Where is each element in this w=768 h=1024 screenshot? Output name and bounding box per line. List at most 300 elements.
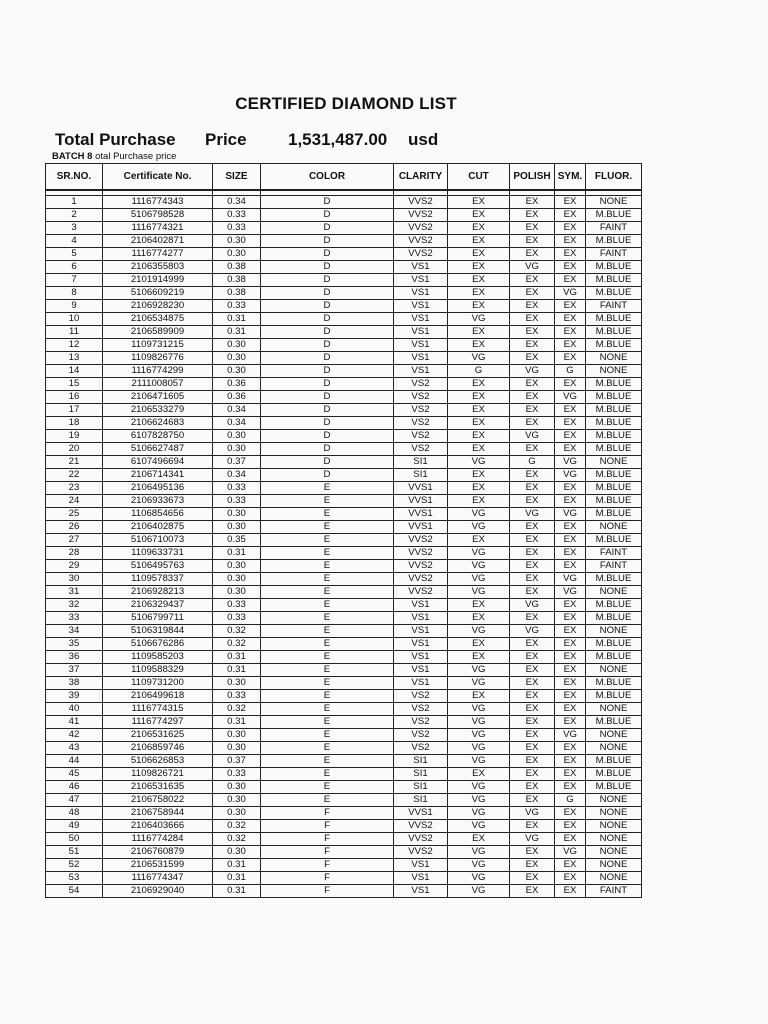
certificate-no-cell: 2106933673: [103, 495, 213, 508]
cut-cell: VG: [448, 625, 510, 638]
color-cell: E: [261, 703, 394, 716]
sym-cell: VG: [555, 287, 586, 300]
size-cell: 0.37: [213, 456, 261, 469]
certificate-no-cell: 1109826776: [103, 352, 213, 365]
polish-cell: VG: [510, 365, 555, 378]
size-cell: 0.33: [213, 495, 261, 508]
sym-cell: EX: [555, 404, 586, 417]
table-row: [46, 690, 642, 703]
price-label: Price: [205, 130, 247, 149]
sr-no-cell: 47: [46, 794, 103, 807]
sr-no-cell: 32: [46, 599, 103, 612]
size-cell: 0.30: [213, 677, 261, 690]
color-cell: E: [261, 638, 394, 651]
cut-cell: EX: [448, 534, 510, 547]
certificate-no-cell: 1116774343: [103, 196, 213, 209]
clarity-cell: VS1: [394, 365, 448, 378]
sr-no-cell: 16: [46, 391, 103, 404]
column-header-certificate-no: Certificate No.: [103, 164, 213, 191]
sr-no-cell: 22: [46, 469, 103, 482]
cut-cell: EX: [448, 287, 510, 300]
certificate-no-cell: 1116774347: [103, 872, 213, 885]
cut-cell: EX: [448, 430, 510, 443]
clarity-cell: VS1: [394, 885, 448, 898]
certificate-no-cell: 1109633731: [103, 547, 213, 560]
polish-cell: VG: [510, 833, 555, 846]
diamond-table-body: [46, 190, 642, 898]
table-row: [46, 586, 642, 599]
cut-cell: VG: [448, 846, 510, 859]
size-cell: 0.30: [213, 846, 261, 859]
table-row: [46, 664, 642, 677]
sym-cell: EX: [555, 274, 586, 287]
sr-no-cell: 53: [46, 872, 103, 885]
polish-cell: EX: [510, 521, 555, 534]
fluor-cell: NONE: [586, 807, 642, 820]
clarity-cell: VS1: [394, 326, 448, 339]
size-cell: 0.34: [213, 469, 261, 482]
polish-cell: EX: [510, 885, 555, 898]
table-row: [46, 482, 642, 495]
size-cell: 0.30: [213, 339, 261, 352]
column-header-color: COLOR: [261, 164, 394, 191]
sr-no-cell: 29: [46, 560, 103, 573]
sr-no-cell: 6: [46, 261, 103, 274]
sr-no-cell: 3: [46, 222, 103, 235]
polish-cell: EX: [510, 729, 555, 742]
fluor-cell: M.BLUE: [586, 417, 642, 430]
size-cell: 0.34: [213, 196, 261, 209]
cut-cell: EX: [448, 235, 510, 248]
certificate-no-cell: 2106531635: [103, 781, 213, 794]
color-cell: D: [261, 469, 394, 482]
fluor-cell: M.BLUE: [586, 677, 642, 690]
total-purchase-line: [55, 130, 438, 150]
column-header-sr-no: SR.NO.: [46, 164, 103, 191]
certificate-no-cell: 2106531625: [103, 729, 213, 742]
size-cell: 0.32: [213, 833, 261, 846]
table-row: [46, 651, 642, 664]
cut-cell: EX: [448, 391, 510, 404]
column-header-polish: POLISH: [510, 164, 555, 191]
cut-cell: VG: [448, 521, 510, 534]
table-row: [46, 729, 642, 742]
color-cell: F: [261, 846, 394, 859]
sym-cell: EX: [555, 547, 586, 560]
polish-cell: EX: [510, 716, 555, 729]
polish-cell: EX: [510, 703, 555, 716]
table-row: [46, 495, 642, 508]
size-cell: 0.34: [213, 417, 261, 430]
fluor-cell: NONE: [586, 586, 642, 599]
size-cell: 0.30: [213, 430, 261, 443]
color-cell: E: [261, 690, 394, 703]
table-row: [46, 547, 642, 560]
color-cell: E: [261, 508, 394, 521]
fluor-cell: M.BLUE: [586, 612, 642, 625]
certificate-no-cell: 2106534875: [103, 313, 213, 326]
sr-no-cell: 18: [46, 417, 103, 430]
color-cell: D: [261, 287, 394, 300]
size-cell: 0.38: [213, 287, 261, 300]
table-row: [46, 417, 642, 430]
sym-cell: EX: [555, 755, 586, 768]
color-cell: F: [261, 859, 394, 872]
cut-cell: EX: [448, 599, 510, 612]
sr-no-cell: 41: [46, 716, 103, 729]
sym-cell: EX: [555, 690, 586, 703]
column-header-fluor: FLUOR.: [586, 164, 642, 191]
polish-cell: VG: [510, 625, 555, 638]
color-cell: E: [261, 651, 394, 664]
batch-label: BATCH 8: [52, 151, 93, 162]
table-row: [46, 534, 642, 547]
fluor-cell: NONE: [586, 352, 642, 365]
sym-cell: VG: [555, 391, 586, 404]
sym-cell: EX: [555, 378, 586, 391]
sym-cell: EX: [555, 430, 586, 443]
sym-cell: EX: [555, 339, 586, 352]
polish-cell: EX: [510, 677, 555, 690]
fluor-cell: M.BLUE: [586, 430, 642, 443]
color-cell: D: [261, 274, 394, 287]
cut-cell: VG: [448, 755, 510, 768]
cut-cell: VG: [448, 859, 510, 872]
sr-no-cell: 33: [46, 612, 103, 625]
polish-cell: EX: [510, 820, 555, 833]
sym-cell: EX: [555, 534, 586, 547]
size-cell: 0.30: [213, 365, 261, 378]
sr-no-cell: 52: [46, 859, 103, 872]
color-cell: D: [261, 209, 394, 222]
clarity-cell: VS1: [394, 300, 448, 313]
polish-cell: EX: [510, 547, 555, 560]
polish-cell: EX: [510, 352, 555, 365]
cut-cell: VG: [448, 352, 510, 365]
polish-cell: EX: [510, 690, 555, 703]
size-cell: 0.33: [213, 612, 261, 625]
table-row: [46, 235, 642, 248]
polish-cell: EX: [510, 222, 555, 235]
sr-no-cell: 10: [46, 313, 103, 326]
certificate-no-cell: 1116774299: [103, 365, 213, 378]
fluor-cell: NONE: [586, 742, 642, 755]
polish-cell: EX: [510, 586, 555, 599]
fluor-cell: NONE: [586, 833, 642, 846]
size-cell: 0.37: [213, 755, 261, 768]
clarity-cell: VS1: [394, 339, 448, 352]
table-row: [46, 391, 642, 404]
size-cell: 0.31: [213, 885, 261, 898]
size-cell: 0.30: [213, 443, 261, 456]
sr-no-cell: 39: [46, 690, 103, 703]
clarity-cell: VS2: [394, 443, 448, 456]
column-header-clarity: CLARITY: [394, 164, 448, 191]
color-cell: E: [261, 794, 394, 807]
table-row: [46, 404, 642, 417]
size-cell: 0.36: [213, 391, 261, 404]
column-header-cut: CUT: [448, 164, 510, 191]
sym-cell: EX: [555, 872, 586, 885]
polish-cell: EX: [510, 443, 555, 456]
fluor-cell: M.BLUE: [586, 274, 642, 287]
fluor-cell: M.BLUE: [586, 378, 642, 391]
fluor-cell: FAINT: [586, 885, 642, 898]
sym-cell: EX: [555, 261, 586, 274]
color-cell: D: [261, 313, 394, 326]
clarity-cell: SI1: [394, 781, 448, 794]
sr-no-cell: 24: [46, 495, 103, 508]
sr-no-cell: 50: [46, 833, 103, 846]
color-cell: E: [261, 755, 394, 768]
clarity-cell: VVS2: [394, 222, 448, 235]
table-row: [46, 300, 642, 313]
size-cell: 0.30: [213, 781, 261, 794]
fluor-cell: M.BLUE: [586, 235, 642, 248]
table-row: [46, 820, 642, 833]
certificate-no-cell: 1109578337: [103, 573, 213, 586]
size-cell: 0.31: [213, 326, 261, 339]
color-cell: F: [261, 872, 394, 885]
polish-cell: EX: [510, 313, 555, 326]
fluor-cell: M.BLUE: [586, 599, 642, 612]
sr-no-cell: 46: [46, 781, 103, 794]
size-cell: 0.30: [213, 573, 261, 586]
polish-cell: VG: [510, 599, 555, 612]
polish-cell: EX: [510, 339, 555, 352]
table-row: [46, 378, 642, 391]
sr-no-cell: 26: [46, 521, 103, 534]
certificate-no-cell: 1116774297: [103, 716, 213, 729]
clarity-cell: VS1: [394, 287, 448, 300]
cut-cell: VG: [448, 781, 510, 794]
fluor-cell: M.BLUE: [586, 287, 642, 300]
table-row: [46, 859, 642, 872]
size-cell: 0.35: [213, 534, 261, 547]
sr-no-cell: 23: [46, 482, 103, 495]
clarity-cell: VVS2: [394, 560, 448, 573]
table-row: [46, 456, 642, 469]
clarity-cell: VS2: [394, 417, 448, 430]
color-cell: D: [261, 196, 394, 209]
clarity-cell: VVS1: [394, 807, 448, 820]
polish-cell: EX: [510, 196, 555, 209]
certificate-no-cell: 5106798528: [103, 209, 213, 222]
certificate-no-cell: 1116774284: [103, 833, 213, 846]
cut-cell: EX: [448, 469, 510, 482]
sr-no-cell: 37: [46, 664, 103, 677]
sym-cell: VG: [555, 846, 586, 859]
polish-cell: EX: [510, 235, 555, 248]
certificate-no-cell: 1116774277: [103, 248, 213, 261]
table-row: [46, 287, 642, 300]
certificate-no-cell: 2106499618: [103, 690, 213, 703]
polish-cell: VG: [510, 261, 555, 274]
cut-cell: EX: [448, 339, 510, 352]
certificate-no-cell: 2106929040: [103, 885, 213, 898]
sr-no-cell: 25: [46, 508, 103, 521]
clarity-cell: VS1: [394, 859, 448, 872]
cut-cell: EX: [448, 378, 510, 391]
fluor-cell: FAINT: [586, 547, 642, 560]
table-row: [46, 599, 642, 612]
table-row: [46, 742, 642, 755]
table-row: [46, 339, 642, 352]
sym-cell: EX: [555, 677, 586, 690]
sr-no-cell: 15: [46, 378, 103, 391]
batch-line: [52, 151, 176, 162]
fluor-cell: M.BLUE: [586, 755, 642, 768]
cut-cell: EX: [448, 638, 510, 651]
polish-cell: EX: [510, 872, 555, 885]
clarity-cell: VVS2: [394, 846, 448, 859]
color-cell: E: [261, 599, 394, 612]
document-title: CERTIFIED DIAMOND LIST: [235, 94, 457, 113]
size-cell: 0.30: [213, 521, 261, 534]
fluor-cell: NONE: [586, 521, 642, 534]
size-cell: 0.33: [213, 690, 261, 703]
table-row: [46, 833, 642, 846]
color-cell: F: [261, 807, 394, 820]
certificate-no-cell: 2106859746: [103, 742, 213, 755]
clarity-cell: VVS1: [394, 521, 448, 534]
clarity-cell: VVS2: [394, 573, 448, 586]
sym-cell: EX: [555, 300, 586, 313]
sr-no-cell: 1: [46, 196, 103, 209]
polish-cell: EX: [510, 573, 555, 586]
sym-cell: G: [555, 365, 586, 378]
size-cell: 0.33: [213, 482, 261, 495]
sym-cell: VG: [555, 469, 586, 482]
certificate-no-cell: 2106329437: [103, 599, 213, 612]
clarity-cell: SI1: [394, 755, 448, 768]
clarity-cell: VVS2: [394, 833, 448, 846]
fluor-cell: M.BLUE: [586, 313, 642, 326]
sym-cell: EX: [555, 352, 586, 365]
size-cell: 0.30: [213, 586, 261, 599]
sym-cell: VG: [555, 456, 586, 469]
size-cell: 0.30: [213, 807, 261, 820]
color-cell: D: [261, 391, 394, 404]
clarity-cell: VS1: [394, 274, 448, 287]
clarity-cell: VS1: [394, 664, 448, 677]
size-cell: 0.30: [213, 742, 261, 755]
table-row: [46, 222, 642, 235]
clarity-cell: VS1: [394, 872, 448, 885]
sym-cell: EX: [555, 859, 586, 872]
table-row: [46, 430, 642, 443]
certificate-no-cell: 1109588329: [103, 664, 213, 677]
size-cell: 0.34: [213, 404, 261, 417]
cut-cell: VG: [448, 729, 510, 742]
cut-cell: VG: [448, 573, 510, 586]
polish-cell: VG: [510, 430, 555, 443]
table-row: [46, 248, 642, 261]
certificate-no-cell: 5106799711: [103, 612, 213, 625]
polish-cell: EX: [510, 482, 555, 495]
polish-cell: EX: [510, 534, 555, 547]
table-row: [46, 261, 642, 274]
table-row: [46, 508, 642, 521]
sym-cell: EX: [555, 664, 586, 677]
sym-cell: EX: [555, 196, 586, 209]
polish-cell: EX: [510, 664, 555, 677]
cut-cell: VG: [448, 742, 510, 755]
color-cell: F: [261, 820, 394, 833]
color-cell: E: [261, 781, 394, 794]
table-row: [46, 677, 642, 690]
sr-no-cell: 31: [46, 586, 103, 599]
clarity-cell: VVS2: [394, 547, 448, 560]
polish-cell: EX: [510, 287, 555, 300]
cut-cell: EX: [448, 690, 510, 703]
table-row: [46, 807, 642, 820]
color-cell: D: [261, 430, 394, 443]
certificate-no-cell: 1116774321: [103, 222, 213, 235]
table-header-row: [46, 164, 642, 191]
polish-cell: EX: [510, 209, 555, 222]
color-cell: E: [261, 586, 394, 599]
table-row: [46, 612, 642, 625]
cut-cell: VG: [448, 716, 510, 729]
size-cell: 0.31: [213, 664, 261, 677]
size-cell: 0.31: [213, 651, 261, 664]
clarity-cell: VS2: [394, 690, 448, 703]
size-cell: 0.30: [213, 560, 261, 573]
table-row: [46, 755, 642, 768]
color-cell: E: [261, 495, 394, 508]
sym-cell: EX: [555, 885, 586, 898]
fluor-cell: FAINT: [586, 300, 642, 313]
polish-cell: EX: [510, 378, 555, 391]
table-row: [46, 469, 642, 482]
currency-label: usd: [408, 130, 439, 149]
color-cell: D: [261, 261, 394, 274]
clarity-cell: VS2: [394, 391, 448, 404]
certificate-no-cell: 5106609219: [103, 287, 213, 300]
fluor-cell: FAINT: [586, 222, 642, 235]
color-cell: D: [261, 339, 394, 352]
cut-cell: EX: [448, 443, 510, 456]
sym-cell: EX: [555, 781, 586, 794]
table-row: [46, 872, 642, 885]
sr-no-cell: 2: [46, 209, 103, 222]
color-cell: E: [261, 729, 394, 742]
color-cell: E: [261, 521, 394, 534]
fluor-cell: M.BLUE: [586, 651, 642, 664]
certificate-no-cell: 5106319844: [103, 625, 213, 638]
column-header-size: SIZE: [213, 164, 261, 191]
certificate-no-cell: 1109731200: [103, 677, 213, 690]
polish-cell: EX: [510, 768, 555, 781]
polish-cell: EX: [510, 742, 555, 755]
color-cell: E: [261, 625, 394, 638]
cut-cell: VG: [448, 820, 510, 833]
fluor-cell: M.BLUE: [586, 443, 642, 456]
color-cell: E: [261, 547, 394, 560]
cut-cell: EX: [448, 651, 510, 664]
clarity-cell: VVS2: [394, 820, 448, 833]
cut-cell: EX: [448, 222, 510, 235]
table-row: [46, 703, 642, 716]
table-row: [46, 326, 642, 339]
size-cell: 0.30: [213, 794, 261, 807]
sym-cell: EX: [555, 495, 586, 508]
cut-cell: VG: [448, 560, 510, 573]
sym-cell: EX: [555, 768, 586, 781]
sr-no-cell: 54: [46, 885, 103, 898]
sr-no-cell: 20: [46, 443, 103, 456]
